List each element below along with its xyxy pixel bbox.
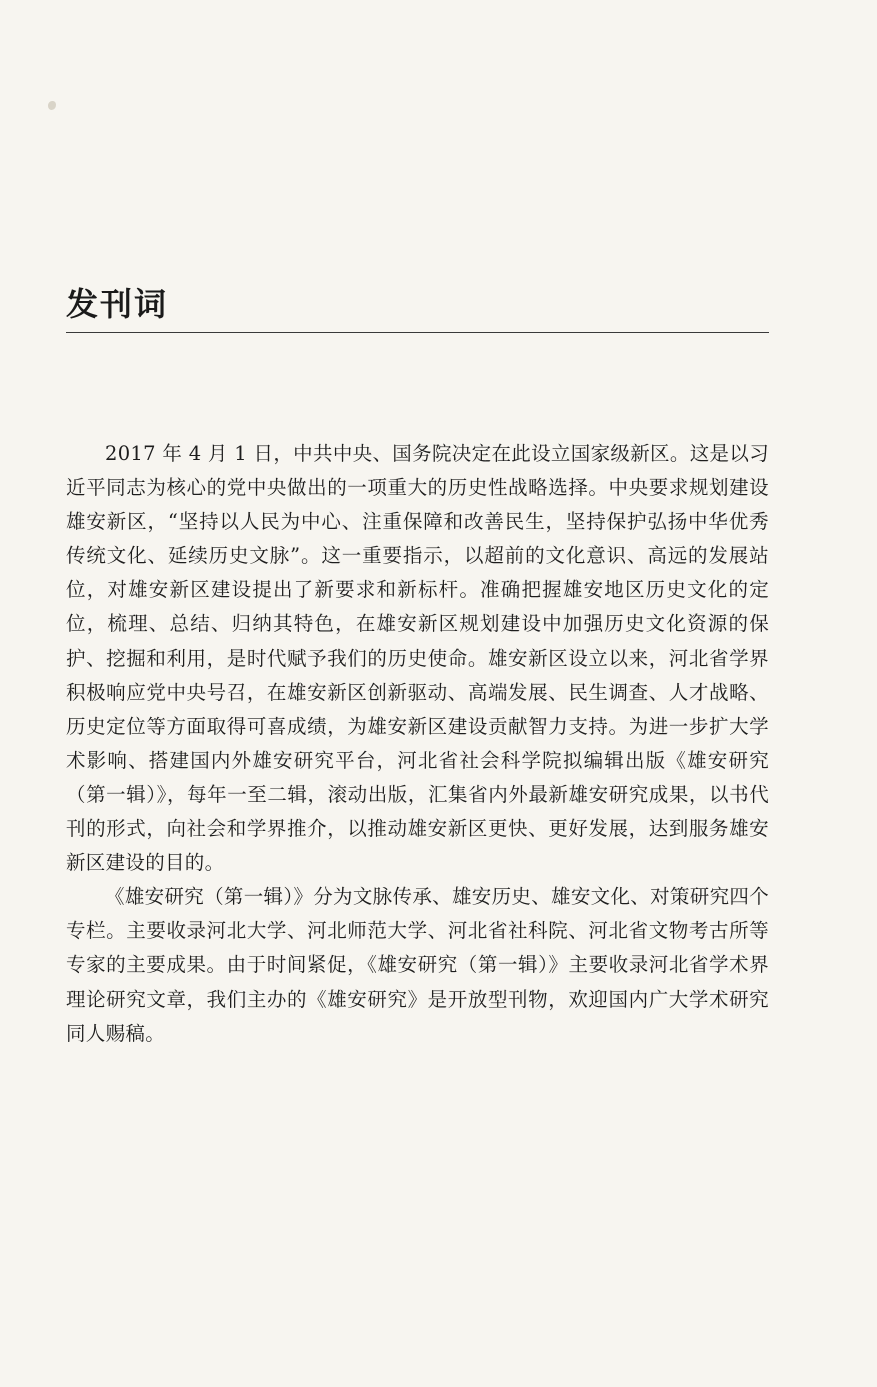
page-title: 发刊词 (66, 285, 169, 323)
paragraph-1: 2017 年 4 月 1 日，中共中央、国务院决定在此设立国家级新区。这是以习近平同志为核心的党中央做出的一项重大的历史性战略选择。中央要求规划建设雄安新区，“坚持以人民为中心、注重保障和改善民生，坚持保护弘扬中华优秀传统文化、延续历史文脉”。这一重要指示，以超前的文化意识、高远的发展站位，对雄安新区建设提出了新要求和新标杆。准确把握雄安地区历史文化的定位，梳理、总结、归纳其特色，在雄安新区规划建设中加强历史文化资源的保护、挖掘和利用，是时代赋予我们的历史使命。雄安新区设立以来，河北省学界积极响应党中央号召，在雄安新区创新驱动、高端发展、民生调查、人才战略、历史定位等方面取得可喜成绩，为雄安新区建设贡献智力支持。为进一步扩大学术影响、搭建国内外雄安研究平台，河北省社会科学院拟编辑出版《雄安研究（第一辑）》，每年一至二辑，滚动出版，汇集省内外最新雄安研究成果，以书代刊的形式，向社会和学界推介，以推动雄安新区更快、更好发展，达到服务雄安新区建设的目的。 (66, 442, 769, 875)
paper-speck (48, 101, 56, 110)
title-rule (66, 332, 769, 333)
paragraph-2: 《雄安研究（第一辑）》分为文脉传承、雄安历史、雄安文化、对策研究四个专栏。主要收录河北大学、河北师范大学、河北省社科院、河北省文物考古所等专家的主要成果。由于时间紧促，《雄安研究（第一辑）》主要收录河北省学术界理论研究文章，我们主办的《雄安研究》是开放型刊物，欢迎国内广大学术研究同人赐稿。 (66, 885, 769, 1045)
body-text (66, 437, 769, 1051)
